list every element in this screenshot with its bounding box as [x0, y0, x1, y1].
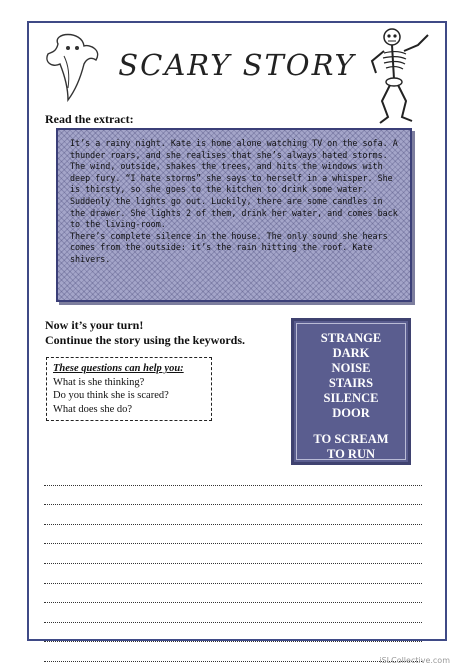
keyword-verb: TO RUN	[326, 447, 376, 461]
writing-line[interactable]	[44, 623, 422, 643]
writing-line[interactable]	[44, 505, 422, 525]
question-item: What does she do?	[53, 403, 133, 415]
writing-line[interactable]	[44, 603, 422, 623]
writing-line[interactable]	[44, 642, 422, 662]
ghost-icon	[38, 30, 110, 102]
read-extract-label: Read the extract:	[45, 112, 134, 126]
keyword: STRANGE	[320, 331, 382, 345]
writing-line[interactable]	[44, 544, 422, 564]
watermark: iSLCollective.com	[379, 656, 450, 665]
page-title: SCARY STORY	[118, 48, 356, 82]
keyword: STAIRS	[328, 376, 374, 390]
task-instructions	[45, 318, 245, 348]
task-line-1: Now it’s your turn!	[45, 318, 144, 332]
questions-box	[46, 357, 212, 421]
writing-line[interactable]	[44, 564, 422, 584]
writing-line[interactable]	[44, 486, 422, 506]
keyword-verb: TO SCREAM	[313, 432, 389, 446]
writing-line[interactable]	[44, 525, 422, 545]
writing-line[interactable]	[44, 584, 422, 604]
keywords-box	[291, 318, 411, 465]
question-item: Do you think she is scared?	[53, 390, 169, 401]
extract-paragraph: Suddenly the lights go out. Luckily, there are some candles in the drawer. She lights 2 of them, drink her water, and comes back to the living-room.	[70, 195, 398, 230]
skeleton-icon	[366, 27, 432, 127]
extract-box	[56, 128, 412, 302]
keyword: NOISE	[331, 361, 371, 375]
keyword: DOOR	[332, 406, 370, 420]
keyword: DARK	[332, 346, 370, 360]
task-line-2: Continue the story using the keywords.	[45, 333, 246, 347]
writing-line[interactable]	[44, 466, 422, 486]
questions-heading: These questions can help you:	[53, 363, 184, 374]
question-item: What is she thinking?	[53, 376, 145, 388]
writing-lines	[44, 466, 422, 662]
extract-paragraph: It’s a rainy night. Kate is home alone watching TV on the sofa. A thunder roars, and she realises that she’s always hated storms. The wind, outside, shakes the trees, and hits the windows with deep fury. “I hate storms” she says to herself in a whisper. She is thirsty, so she goes to the kitchen to drink some water.	[70, 138, 398, 195]
keyword: SILENCE	[323, 391, 379, 405]
extract-paragraph: There’s complete silence in the house. The only sound she hears comes from the outside: it’s the rain hitting the roof. Kate shivers.	[70, 230, 388, 264]
